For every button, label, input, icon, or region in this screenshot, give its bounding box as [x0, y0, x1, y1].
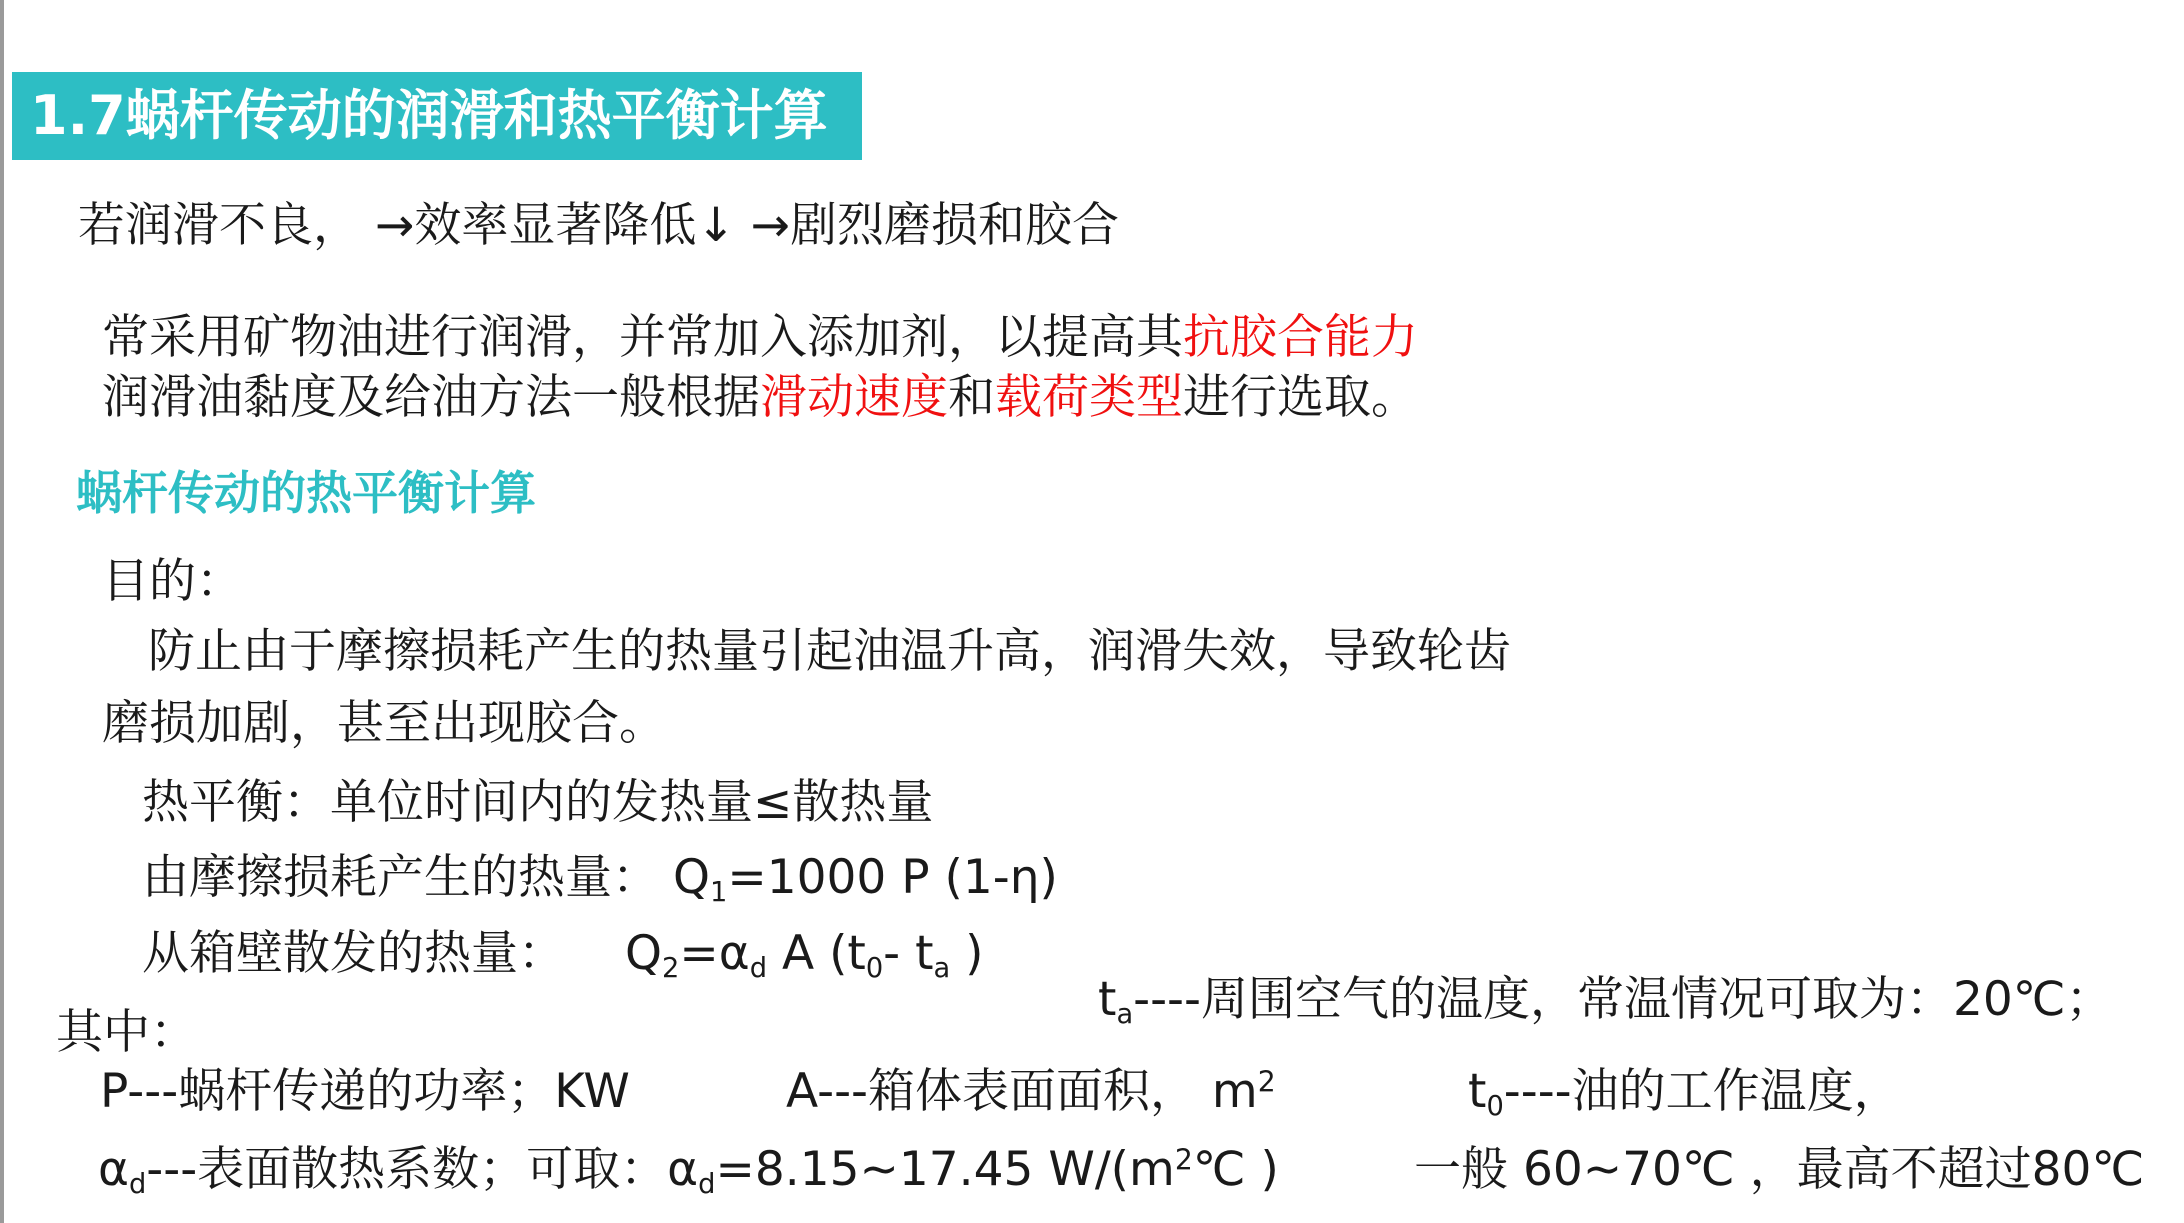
q2-alpha: =α: [679, 926, 750, 981]
temperature-range: 一般 60~70℃ ，最高不超过80℃: [1414, 1142, 2145, 1197]
ta-text: ----周围空气的温度，常温情况可取为：20℃；: [1133, 972, 2113, 1027]
a-text: A---箱体表面面积， m: [786, 1064, 1258, 1119]
q1-formula: [142, 848, 1058, 908]
q1-symbol: Q: [673, 850, 710, 905]
p-definition: P---蜗杆传递的功率；KW: [100, 1064, 630, 1119]
q2-subscript: 2: [662, 953, 680, 985]
alpha-value: =8.15~17.45 W/(m: [715, 1142, 1175, 1197]
viscosity-and: 和: [948, 370, 995, 425]
alpha-superscript: 2: [1174, 1143, 1193, 1177]
where-label: 其中：: [56, 1005, 197, 1060]
viscosity-text: 润滑油黏度及给油方法一般根据: [102, 370, 760, 425]
alpha-text: ---表面散热系数；可取：α: [146, 1142, 699, 1197]
mineral-oil-text: 常采用矿物油进行润滑，并常加入添加剂，以提高其: [102, 310, 1183, 365]
alpha-subscript: d: [128, 1169, 147, 1201]
heat-balance-heading: 蜗杆传动的热平衡计算: [76, 466, 536, 520]
sliding-speed-highlight: 滑动速度: [760, 370, 948, 425]
q1-label: 由摩擦损耗产生的热量：: [142, 850, 659, 905]
viscosity-line: [102, 368, 1418, 428]
a-definition: [786, 1062, 1276, 1122]
section-title: 1.7蜗杆传动的润滑和热平衡计算: [12, 72, 862, 160]
purpose-label: 目的：: [102, 554, 243, 609]
q2-formula: [142, 924, 983, 984]
ta-definition: [1098, 970, 2113, 1030]
t0-symbol: t: [1468, 1064, 1487, 1119]
ta-symbol: t: [1098, 972, 1117, 1027]
q2-area: A (t: [767, 926, 866, 981]
q2-close: ): [950, 926, 984, 981]
q2-minus-ta: - t: [883, 926, 934, 981]
q2-t0-subscript: 0: [865, 953, 884, 985]
viscosity-suffix: 进行选取。: [1183, 370, 1418, 425]
purpose-line-2: 磨损加剧，甚至出现胶合。: [102, 696, 666, 751]
purpose-line-1: 防止由于摩擦损耗产生的热量引起油温升高，润滑失效，导致轮齿: [148, 624, 1511, 679]
q2-label: 从箱壁散发的热量：: [142, 926, 565, 981]
alpha-symbol: α: [98, 1142, 129, 1197]
ta-subscript: a: [1116, 999, 1134, 1031]
q1-subscript: 1: [710, 877, 728, 909]
alpha-unit-end: ℃ ): [1192, 1142, 1279, 1197]
poor-lubrication-line: 若润滑不良， →效率显著降低↓ →剧烈磨损和胶合: [78, 198, 1120, 253]
anti-gluing-highlight: 抗胶合能力: [1183, 310, 1418, 365]
a-superscript: 2: [1257, 1065, 1276, 1099]
q2-ta-subscript: a: [933, 953, 951, 985]
alpha-subscript-2: d: [698, 1169, 716, 1201]
t0-text: ----油的工作温度，: [1503, 1064, 1901, 1119]
load-type-highlight: 载荷类型: [995, 370, 1183, 425]
mineral-oil-line: [102, 308, 1418, 368]
t0-definition: [1468, 1062, 1901, 1122]
q2-symbol: Q: [625, 926, 662, 981]
alpha-definition: [98, 1140, 1279, 1200]
q1-expression: =1000 P (1-η): [727, 850, 1058, 905]
q2-alpha-subscript: d: [749, 953, 768, 985]
heat-balance-definition: 热平衡：单位时间内的发热量≤散热量: [142, 775, 934, 830]
t0-subscript: 0: [1486, 1091, 1504, 1123]
